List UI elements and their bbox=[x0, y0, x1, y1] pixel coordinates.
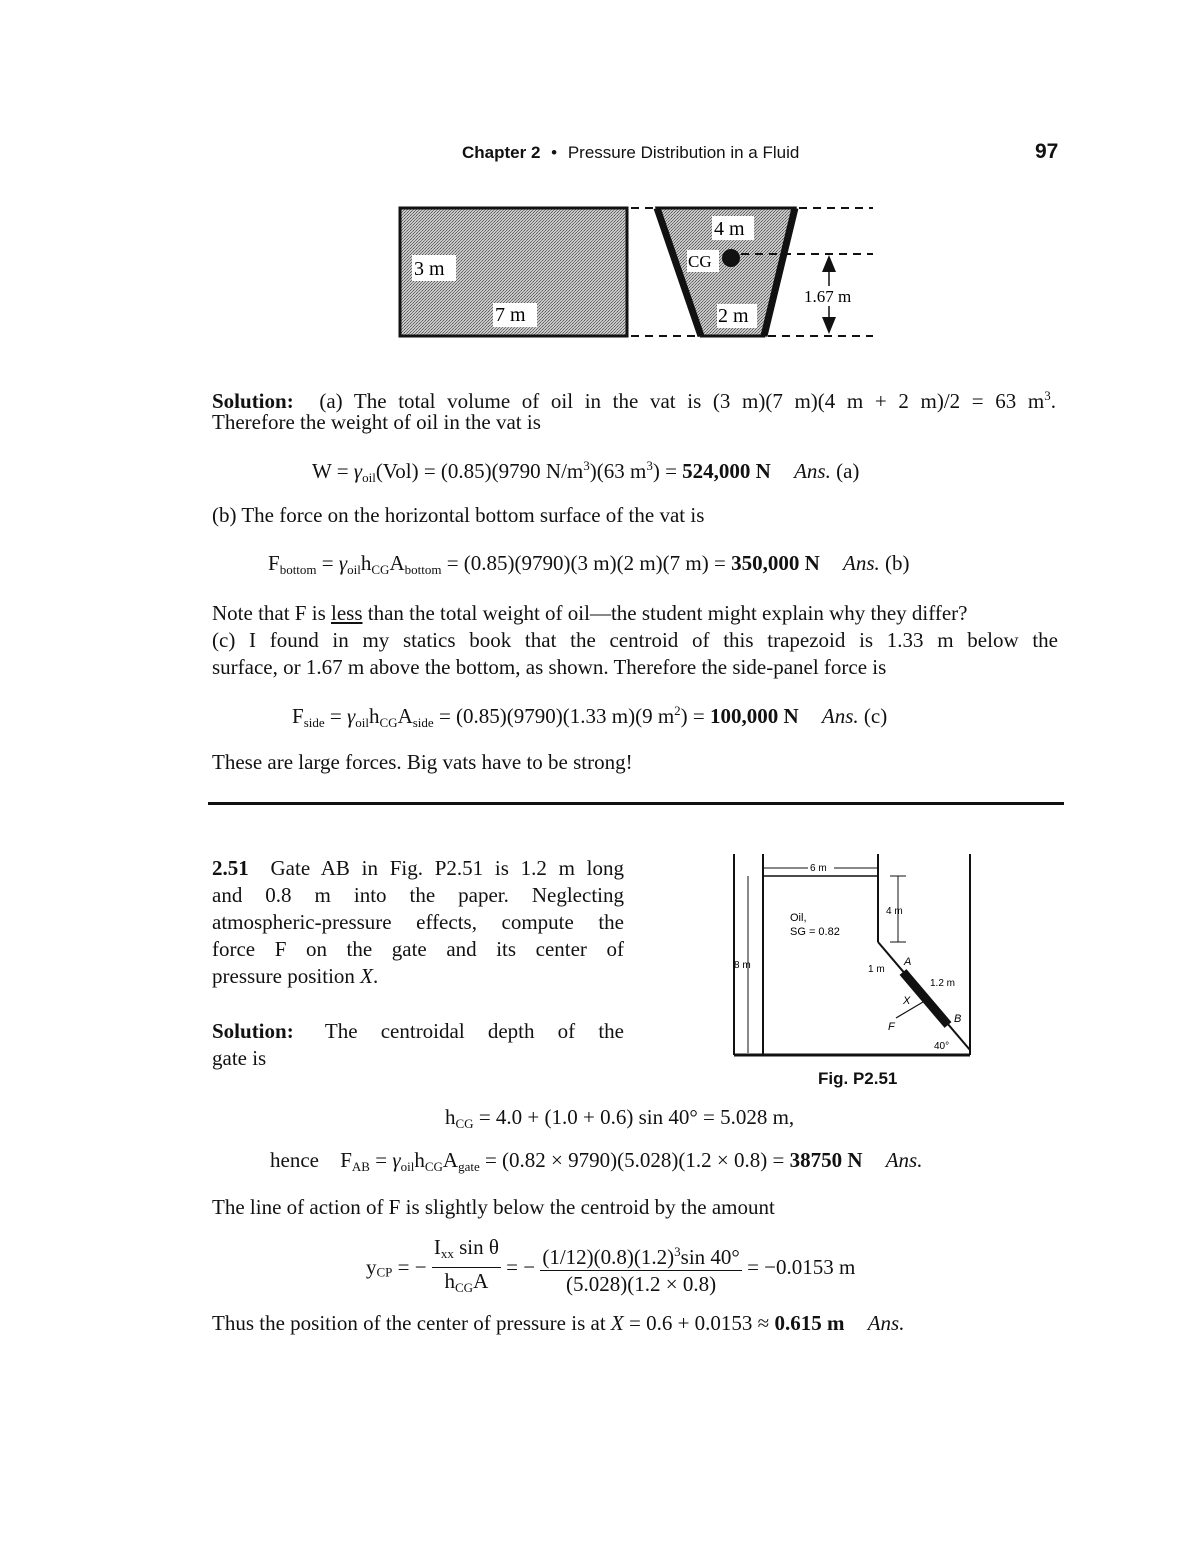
period: . bbox=[1050, 389, 1057, 413]
solution51-line1: Solution: The centroidal depth of the bbox=[212, 1019, 625, 1043]
running-header bbox=[462, 143, 799, 163]
section-divider bbox=[208, 802, 1064, 805]
dimension-arrow-down bbox=[822, 317, 836, 334]
note-line2: (c) I found in my statics book that the centroid of this trapezoid is 1.33 m below the bbox=[212, 628, 1058, 652]
oil-label: Oil, bbox=[790, 912, 807, 924]
label-167: 1.67 m bbox=[804, 287, 852, 306]
solution-label: Solution: bbox=[212, 389, 294, 413]
answer-fab: 38750 N bbox=[789, 1148, 863, 1172]
vat-figure bbox=[395, 200, 885, 342]
line-of-action-text: The line of action of F is slightly below the centroid by the amount bbox=[212, 1195, 775, 1219]
solution-a-text: (a) The total volume of oil in the vat is (3 m)(7 m)(4 m + 2 m)/2 = 63 m bbox=[319, 389, 1045, 413]
answer-a: 524,000 N bbox=[682, 459, 771, 483]
header-bullet: • bbox=[551, 143, 558, 162]
answer-x: 0.615 m bbox=[774, 1311, 845, 1335]
equation-ycp: $y_{CP}$ = − $\frac{I_{xx} \sin \theta}{h_{CG}A}$ = − $\frac{(1/12)(0.8)(1.2)^3\sin 40^\circ}{(5.028)(1.2 \times 0.8)}$ = −0.0153 m bbox=[366, 1234, 855, 1301]
answer-b: 350,000 N bbox=[731, 551, 820, 575]
closing-remark: These are large forces. Big vats have to be strong! bbox=[212, 750, 633, 774]
angle-40: 40° bbox=[934, 1041, 950, 1052]
answer-c: 100,000 N bbox=[710, 704, 799, 728]
final-answer-line: Thus the position of the center of pressure is at X = 0.6 + 0.0153 ≈ 0.615 m Ans. bbox=[212, 1311, 905, 1335]
label-3m: 3 m bbox=[414, 258, 445, 280]
point-a: A bbox=[904, 956, 912, 968]
label-2m: 2 m bbox=[718, 305, 749, 327]
problem-line1: 2.51 Gate AB in Fig. P2.51 is 1.2 m long bbox=[212, 856, 625, 880]
dim-1-2m: 1.2 m bbox=[930, 978, 956, 989]
chapter-title: Pressure Distribution in a Fluid bbox=[567, 143, 800, 162]
dim-6m: 6 m bbox=[810, 863, 827, 874]
equation-bottom-force: $F_{bottom} = \gamma_{oil}h_{CG}A_{bottom} = (0.85)(9790)(3$ m)(2 m)(7 m) = 350,000 N Ans. (b) bbox=[268, 551, 910, 577]
problem-line2: and 0.8 m into the paper. Neglecting bbox=[212, 883, 624, 907]
equation-side-force: $F_{side} = \gamma_{oil}h_{CG}A_{side} = (0.85)(9790)(1.33$ m)(9 $m^2) = 100,000$ N Ans. (c) bbox=[292, 703, 888, 730]
note-line3: surface, or 1.67 m above the bottom, as shown. Therefore the side-panel force is bbox=[212, 655, 887, 679]
problem-number: 2.51 bbox=[212, 856, 249, 880]
dimension-arrow-up bbox=[822, 255, 836, 272]
dim-8m: 8 m bbox=[734, 960, 751, 971]
problem-line3: atmospheric-pressure effects, compute the bbox=[212, 910, 624, 934]
point-x: X bbox=[903, 995, 911, 1007]
sg-label: SG = 0.82 bbox=[790, 926, 840, 938]
solution51-line2: gate is bbox=[212, 1046, 267, 1070]
sup-3: 3 bbox=[1044, 388, 1051, 403]
chapter-label: Chapter 2 bbox=[462, 143, 541, 162]
figure-caption: Fig. P2.51 bbox=[818, 1069, 898, 1088]
problem-line4: force F on the gate and its center of bbox=[212, 937, 624, 961]
page-number: 97 bbox=[1035, 140, 1059, 163]
point-f: F bbox=[888, 1021, 895, 1033]
label-7m: 7 m bbox=[495, 304, 526, 326]
problem-line5: pressure position X. bbox=[212, 964, 379, 988]
label-cg: CG bbox=[688, 252, 712, 271]
equation-weight: $W = \gamma_{oil}(Vol) = (0.85)(9790$ $N/m^3)(63$ $m^3) = 524,000$ N Ans. (a) bbox=[312, 458, 860, 485]
solution-a-line2: Therefore the weight of oil in the vat is bbox=[212, 410, 541, 434]
fraction-symbolic: $\frac{I_{xx} \sin \theta}{h_{CG}A}$ bbox=[433, 1235, 499, 1295]
fraction-numeric: $\frac{(1/12)(0.8)(1.2)^3\sin 40^\circ}{(5.028)(1.2 \times 0.8)}$ bbox=[540, 1239, 741, 1297]
dim-4m: 4 m bbox=[886, 906, 903, 917]
equation-fab: hence $F_{AB} = \gamma_{oil}h_{CG}A_{gate} = (0.82 \times 9790)(5.028)(1.2 \times 0.8) = 38750$ N Ans. bbox=[270, 1148, 923, 1174]
label-4m: 4 m bbox=[714, 218, 745, 240]
solution-b-line: (b) The force on the horizontal bottom surface of the vat is bbox=[212, 503, 705, 527]
point-b: B bbox=[954, 1013, 962, 1025]
note-line1: Note that F is less than the total weight of oil—the student might explain why they differ? bbox=[212, 601, 968, 625]
gate-figure bbox=[728, 850, 978, 1060]
centroid-dot bbox=[722, 249, 740, 267]
dim-1m: 1 m bbox=[868, 964, 885, 975]
equation-hcg: $h_{CG} = 4.0 + (1.0 + 0.6)$ sin 40° = 5.028 m, bbox=[445, 1105, 795, 1131]
